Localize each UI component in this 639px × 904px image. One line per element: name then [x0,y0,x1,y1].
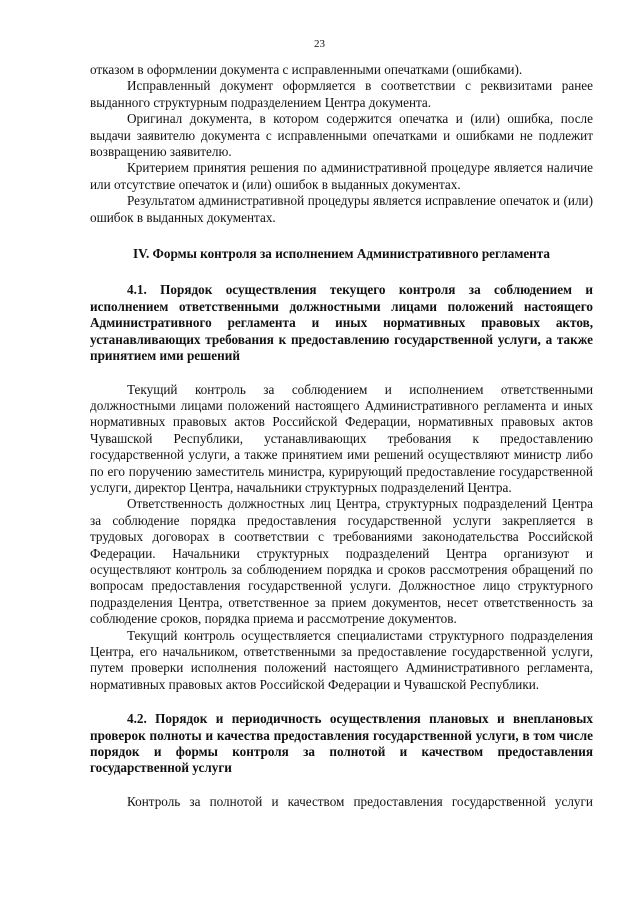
paragraph-responsibility: Ответственность должностных лиц Центра, структурных подразделений Центра за соблюдение порядка предоставления государственной услуги закрепляется в трудовых договорах в соответствии с требованиями законодательства Российской Федерации. Начальники структурных подразделений Центра организуют и осуществляют контроль за соблюдением порядка и сроков рассмотрения обращений по вопросам предоставления государственной услуги. Должностное лицо структурного подразделения Центра, ответственное за прием документов, несет ответственность за соблюдение сроков, порядка приема и рассмотрение документов. [90,496,593,627]
paragraph-corrected-document: Исправленный документ оформляется в соответствии с реквизитами ранее выданного структурным подразделением Центра документа. [90,78,593,110]
paragraph-quality-control: Контроль за полнотой и качеством предоставления государственной услуги [127,793,593,809]
paragraph-original-document: Оригинал документа, в котором содержится опечатка и (или) ошибка, после выдачи заявителю документа с исправленными опечатками и ошибками не подлежит возвращению заявителю. [90,111,593,160]
section-title: IV. Формы контроля за исполнением Административного регламента [132,246,550,262]
paragraph-control-specialists: Текущий контроль осуществляется специалистами структурного подразделения Центра, его начальником, ответственными за предоставление государственной услуги, путем проверки исполнения положений настоящего Административного регламента, нормативных правовых актов Российской Федерации и Чувашской Республики. [90,627,593,692]
paragraph-procedure-result: Результатом административной процедуры является исправление опечаток и (или) ошибок в выданных документах. [90,193,593,225]
page-number: 23 [314,38,325,50]
paragraph-decision-criterion: Критерием принятия решения по административной процедуре является наличие или отсутствие опечаток и (или) ошибок в выданных документах. [90,160,593,192]
document-body [90,62,593,810]
paragraph-current-control: Текущий контроль за соблюдением и исполнением ответственными должностными лицами положений настоящего Административного регламента и иных нормативных правовых актов Российской Федерации, нормативных правовых актов Чувашской Республики, устанавливающих требования к предоставлению государственной услуги, а также принятием ими решений осуществляют министр либо по его поручению заместитель министра, курирующий предоставление государственной услуги, директор Центра, начальники структурных подразделений Центра. [90,381,593,495]
paragraph-continuation: отказом в оформлении документа с исправленными опечатками (ошибками). [90,62,523,77]
subsection-4-2-title: 4.2. Порядок и периодичность осуществления плановых и внеплановых проверок полноты и качества предоставления государственной услуги, в том числе порядок и формы контроля за полнотой и качеством предоставления государственной услуги [90,711,593,776]
subsection-4-1-title: 4.1. Порядок осуществления текущего контроля за соблюдением и исполнением ответственными должностными лицами положений настоящего Административного регламента и иных нормативных правовых актов, устанавливающих требования к предоставлению государственной услуги, а также принятием ими решений [90,282,593,364]
